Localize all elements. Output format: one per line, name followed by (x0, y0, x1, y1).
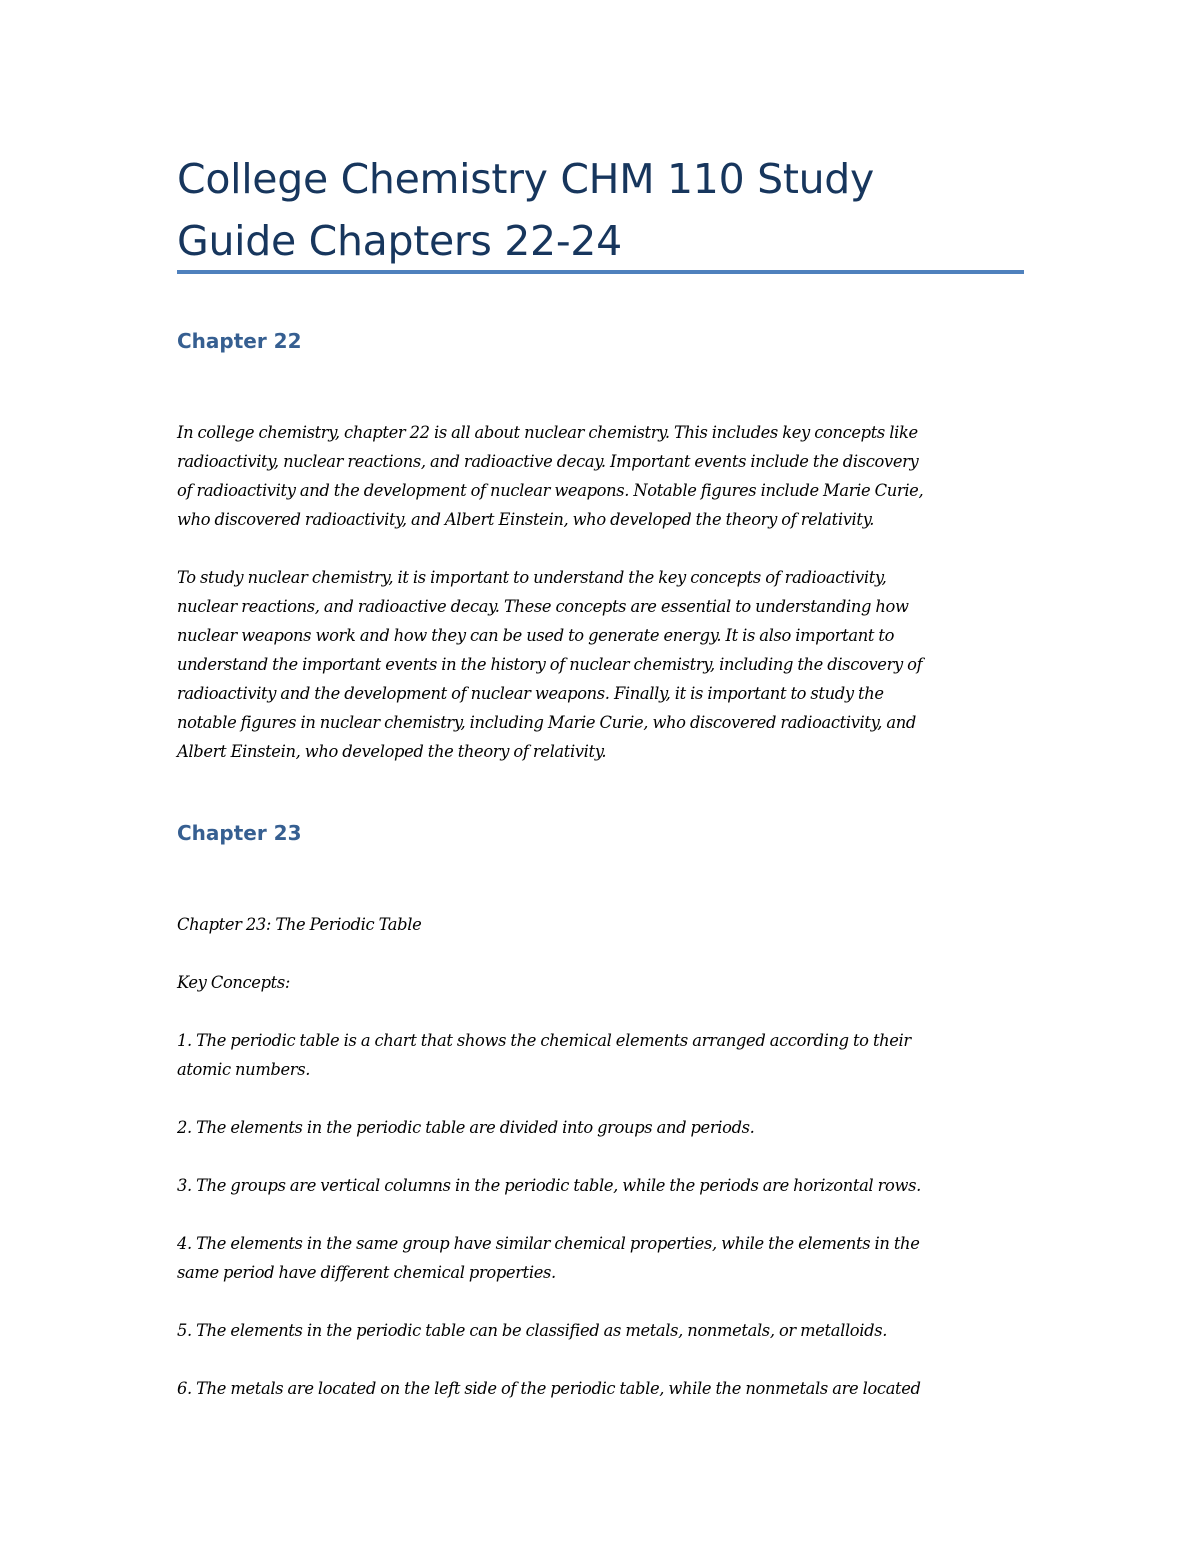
text-line: 6. The metals are located on the left side of the periodic table, while the nonmetals are located (177, 1379, 921, 1398)
text-line: who discovered radioactivity, and Albert Einstein, who developed the theory of relativity. (177, 510, 875, 529)
list-item-1 (177, 1026, 1025, 1084)
text-line: notable figures in nuclear chemistry, including Marie Curie, who discovered radioactivity, and (177, 713, 916, 732)
list-item-3 (177, 1171, 1025, 1200)
text-line: Chapter 23: The Periodic Table (177, 915, 422, 934)
text-line: radioactivity, nuclear reactions, and radioactive decay. Important events include the discovery (177, 452, 919, 471)
text-line: In college chemistry, chapter 22 is all about nuclear chemistry. This includes key concepts like (177, 423, 918, 442)
text-line: 3. The groups are vertical columns in the periodic table, while the periods are horizontal rows. (177, 1176, 921, 1195)
title-underline (177, 270, 1024, 274)
title-line: College Chemistry CHM 110 Study (177, 155, 874, 203)
text-line: To study nuclear chemistry, it is important to understand the key concepts of radioactivity, (177, 568, 887, 587)
text-line: atomic numbers. (177, 1060, 311, 1079)
text-line: 2. The elements in the periodic table are divided into groups and periods. (177, 1118, 755, 1137)
text-line: Key Concepts: (177, 973, 290, 992)
text-line: 4. The elements in the same group have similar chemical properties, while the elements in the (177, 1234, 920, 1253)
list-item-6 (177, 1374, 1025, 1403)
text-line: 1. The periodic table is a chart that shows the chemical elements arranged according to their (177, 1031, 911, 1050)
chapter-22-paragraph-1 (177, 418, 1025, 534)
list-item-4 (177, 1229, 1025, 1287)
list-item-2 (177, 1113, 1025, 1142)
text-line: Albert Einstein, who developed the theory of relativity. (177, 742, 607, 761)
key-concepts-label (177, 968, 1025, 997)
text-line: same period have different chemical properties. (177, 1263, 556, 1282)
chapter-23-heading: Chapter 23 (177, 821, 302, 845)
list-item-5 (177, 1316, 1025, 1345)
text-line: 5. The elements in the periodic table can be classified as metals, nonmetals, or metalloids. (177, 1321, 888, 1340)
chapter-22-paragraph-2 (177, 563, 1025, 766)
text-line: of radioactivity and the development of nuclear weapons. Notable figures include Marie Curie, (177, 481, 924, 500)
text-line: radioactivity and the development of nuclear weapons. Finally, it is important to study the (177, 684, 884, 703)
text-line: nuclear reactions, and radioactive decay. These concepts are essential to understanding how (177, 597, 909, 616)
text-line: nuclear weapons work and how they can be used to generate energy. It is also important to (177, 626, 895, 645)
chapter-23-subtitle (177, 910, 1025, 939)
title-line: Guide Chapters 22-24 (177, 217, 622, 265)
chapter-22-heading: Chapter 22 (177, 329, 302, 353)
text-line: understand the important events in the history of nuclear chemistry, including the discovery of (177, 655, 923, 674)
page-title (177, 148, 1025, 272)
